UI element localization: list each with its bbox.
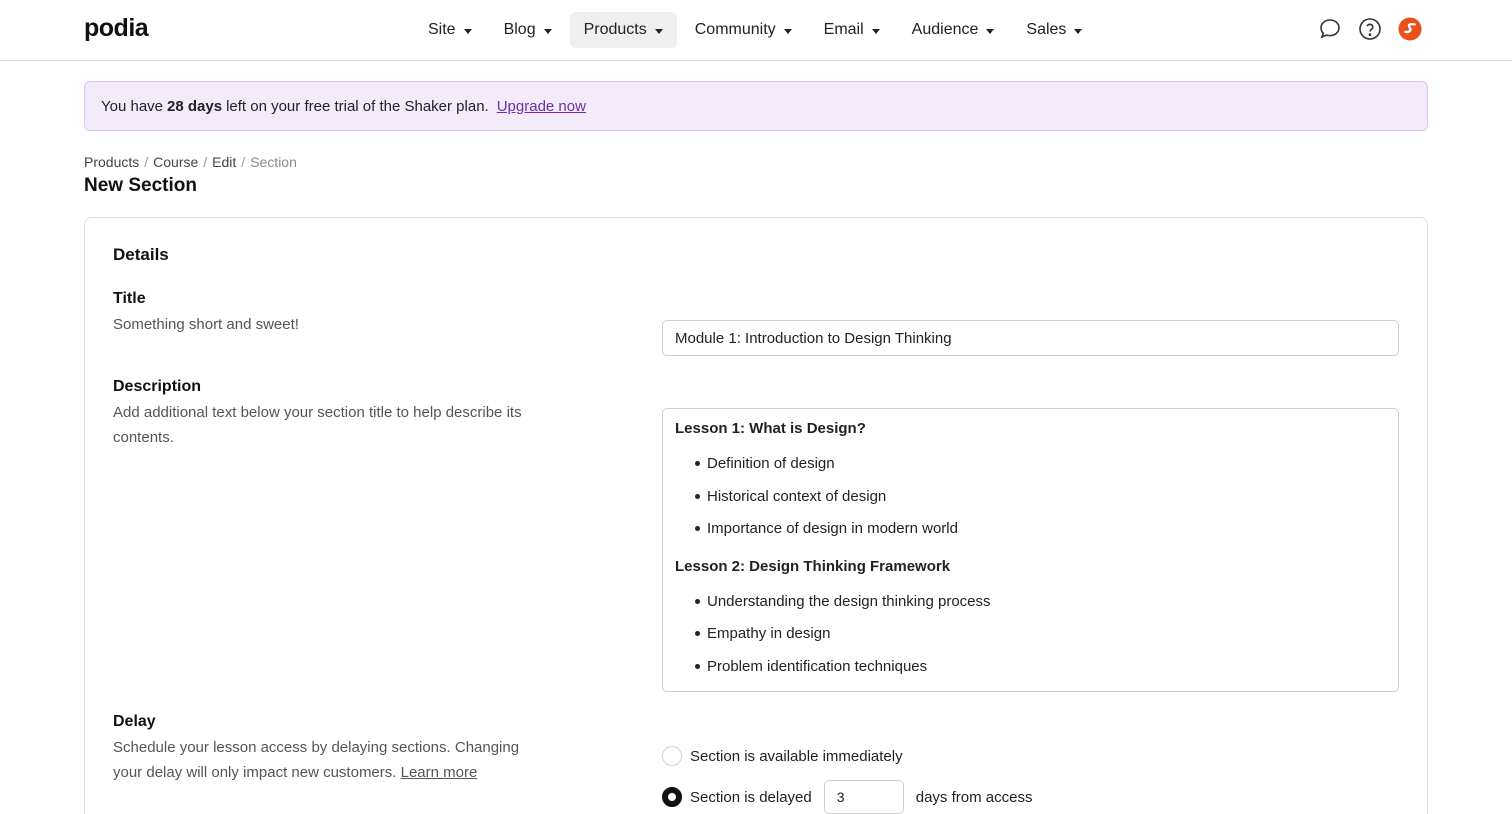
title-label: Title <box>113 290 146 307</box>
nav-label: Sales <box>1026 21 1067 38</box>
list-item: Definition of design <box>695 448 1386 481</box>
title-input[interactable] <box>662 320 1399 356</box>
banner-prefix: You have <box>101 97 164 115</box>
details-card <box>84 217 1428 814</box>
breadcrumb-current: Section <box>250 154 297 170</box>
lesson-heading: Lesson 2: Design Thinking Framework <box>675 557 951 575</box>
caret-down-icon <box>544 29 552 34</box>
nav-label: Community <box>694 21 776 38</box>
lesson-list <box>695 586 1386 684</box>
chat-bubble-icon[interactable] <box>1318 17 1342 41</box>
delay-days-input[interactable] <box>824 780 904 814</box>
nav-item-site[interactable] <box>414 12 486 48</box>
lesson-heading: Lesson 1: What is Design? <box>675 420 866 437</box>
header-actions <box>1318 17 1422 41</box>
description-label: Description <box>113 378 202 395</box>
page-title: New Section <box>84 175 197 196</box>
delay-help-text: Schedule your lesson access by delaying sections. Changing your delay will only impact new customers. <box>113 739 520 781</box>
breadcrumb-edit[interactable]: Edit <box>212 154 237 170</box>
nav-label: Site <box>428 21 456 38</box>
nav-label: Email <box>823 21 864 38</box>
learn-more-link[interactable]: Learn more <box>400 763 478 781</box>
list-item: Understanding the design thinking process <box>695 586 1386 619</box>
delay-help <box>113 736 533 785</box>
nav-item-sales[interactable] <box>1012 12 1096 48</box>
upgrade-now-link[interactable]: Upgrade now <box>496 97 586 115</box>
breadcrumb-products[interactable]: Products <box>84 154 140 170</box>
radio-delayed[interactable] <box>662 787 682 807</box>
breadcrumb-separator: / <box>144 154 149 170</box>
trial-banner <box>84 81 1428 131</box>
radio-immediate-label: Section is available immediately <box>690 747 903 765</box>
list-item: Historical context of design <box>695 481 1386 514</box>
delay-label: Delay <box>113 713 156 730</box>
caret-down-icon <box>464 29 472 34</box>
top-navigation-bar <box>0 0 1512 61</box>
breadcrumb <box>84 154 297 170</box>
podia-logo[interactable]: podia <box>84 14 149 42</box>
main-nav <box>414 12 1096 48</box>
radio-immediate[interactable] <box>662 746 682 766</box>
user-avatar-icon[interactable] <box>1398 17 1422 41</box>
nav-item-community[interactable] <box>681 12 806 48</box>
title-help: Something short and sweet! <box>113 316 299 333</box>
nav-label: Blog <box>503 21 536 38</box>
list-item: Importance of design in modern world <box>695 513 1386 546</box>
nav-item-products[interactable] <box>570 12 677 48</box>
caret-down-icon <box>1074 29 1082 34</box>
nav-item-blog[interactable] <box>490 12 566 48</box>
nav-item-audience[interactable] <box>898 12 1009 48</box>
description-help: Add additional text below your section title to help describe its contents. <box>113 404 522 446</box>
details-heading: Details <box>113 245 169 264</box>
caret-down-icon <box>872 29 880 34</box>
breadcrumb-course[interactable]: Course <box>153 154 199 170</box>
radio-option-delayed[interactable] <box>662 780 1032 814</box>
delay-suffix: days from access <box>915 788 1033 806</box>
list-item: Empathy in design <box>695 618 1386 651</box>
radio-option-immediate[interactable] <box>662 746 903 766</box>
nav-label: Audience <box>911 21 979 38</box>
description-editor[interactable] <box>662 408 1399 692</box>
caret-down-icon <box>986 29 994 34</box>
banner-days: 28 days <box>167 97 223 115</box>
radio-delayed-label: Section is delayed <box>690 788 812 806</box>
help-circle-icon[interactable] <box>1358 17 1382 41</box>
list-item: Problem identification techniques <box>695 651 1386 684</box>
nav-label: Products <box>583 21 647 38</box>
breadcrumb-separator: / <box>241 154 246 170</box>
caret-down-icon <box>655 29 663 34</box>
banner-suffix: left on your free trial of the Shaker plan. <box>226 97 489 115</box>
caret-down-icon <box>784 29 792 34</box>
breadcrumb-separator: / <box>203 154 208 170</box>
nav-item-email[interactable] <box>810 12 894 48</box>
lesson-list <box>695 448 1386 546</box>
